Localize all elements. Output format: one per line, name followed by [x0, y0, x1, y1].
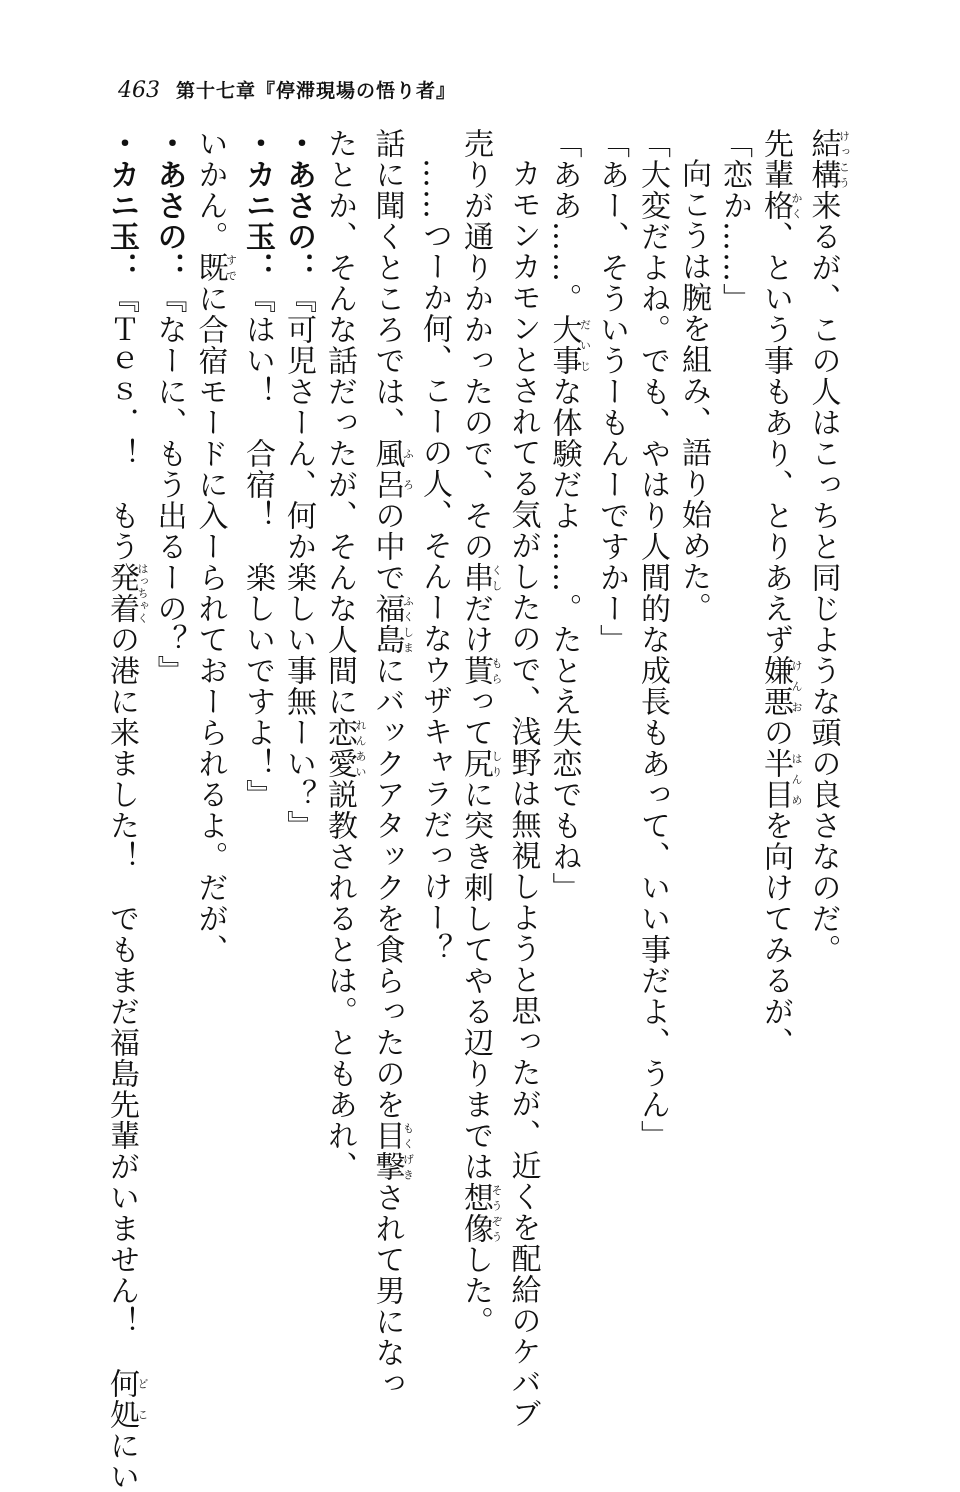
- text-segment: 、という事もあり、とりあえず: [758, 221, 793, 655]
- ruby-reading: だいじ: [578, 314, 592, 376]
- text-line: [190, 128, 238, 1288]
- text-segment: 話に聞くところでは、: [369, 128, 405, 438]
- text-segment: 『可児さーん、何か楽しい事無ーい？』: [281, 283, 316, 841]
- text-segment: の中で: [369, 500, 405, 593]
- ruby-reading: けんお: [790, 655, 803, 717]
- text-segment: を向けてみるが、: [758, 810, 793, 1058]
- text-segment: 向こうは腕を組み、語り始めた。: [676, 158, 711, 623]
- ruby-reading: はっちゃく: [136, 562, 149, 624]
- text-segment: 『はい！ 合宿！ 楽しいですよ！』: [240, 283, 275, 810]
- text-segment: な体験だよ……。たとえ失恋でもね」: [546, 376, 582, 903]
- ruby-annotated-word: [369, 438, 415, 500]
- text-line: [278, 128, 319, 1288]
- text-line: [632, 128, 673, 1288]
- ruby-reading: れんあい: [354, 717, 367, 779]
- ruby-base: 尻: [458, 748, 493, 779]
- ruby-annotated-word: [192, 252, 238, 283]
- text-segment: されて男になっ: [369, 1182, 405, 1399]
- ruby-reading: すで: [224, 252, 238, 283]
- ruby-annotated-word: [458, 1182, 503, 1244]
- ruby-annotated-word: [805, 159, 851, 190]
- ruby-base: 恋愛: [322, 717, 357, 779]
- text-line: [673, 128, 714, 1288]
- text-segment: 『Ｔｅｓ．！ もう: [104, 283, 139, 562]
- text-line: [414, 128, 455, 1288]
- text-segment: って: [458, 686, 493, 748]
- vertical-text-body: [104, 128, 851, 1492]
- ruby-reading: もくげき: [401, 1120, 415, 1182]
- text-line: [101, 128, 149, 1492]
- text-line: [591, 128, 632, 1288]
- text-line: [503, 128, 544, 1429]
- ruby-base: 大事: [546, 314, 582, 376]
- ruby-base: 想像: [458, 1182, 493, 1244]
- text-line: [755, 128, 803, 1288]
- text-line: [714, 128, 755, 1288]
- ruby-annotated-word: [758, 748, 803, 810]
- ruby-annotated-word: [104, 562, 149, 624]
- ruby-reading: どこ: [136, 1368, 149, 1430]
- ruby-base: 風呂: [369, 438, 405, 500]
- text-segment: の: [758, 717, 793, 748]
- ruby-annotated-word: [458, 562, 503, 593]
- ruby-reading: しり: [490, 748, 503, 779]
- text-segment: だけ: [458, 593, 493, 655]
- text-segment: 売りが通りかかったので、その: [458, 128, 493, 562]
- text-segment: 「大変だよね。でも、やはり人間的な成長もあって、いい事だよ、うん」: [635, 128, 670, 1151]
- text-segment: 『なーに、もう出るーの？』: [151, 283, 187, 686]
- ruby-base: 構: [805, 159, 841, 190]
- page-header: [118, 76, 456, 110]
- text-segment: 説教されるとは。ともあれ、: [322, 779, 357, 1182]
- ruby-reading: かく: [790, 190, 803, 221]
- ruby-base: 発着: [104, 562, 139, 624]
- chat-speaker-name: ・あさの：: [281, 128, 316, 283]
- text-line: [367, 128, 415, 1399]
- text-line: [319, 128, 367, 1288]
- ruby-reading: そうぞう: [490, 1182, 503, 1244]
- text-line: [237, 128, 278, 1288]
- chat-speaker-name: ・カニ玉：: [104, 128, 139, 283]
- ruby-annotated-word: [369, 1120, 415, 1182]
- ruby-base: 串: [458, 562, 493, 593]
- text-segment: 「あー、そういうーもんーですかー」: [594, 128, 629, 655]
- text-segment: ……つーか何、こーの人、そんーなウザキャラだっけー？: [417, 158, 452, 964]
- ruby-base: 格: [758, 190, 793, 221]
- ruby-annotated-word: [805, 128, 851, 159]
- ruby-reading: ふろ: [401, 438, 415, 500]
- text-segment: した。: [458, 1244, 493, 1337]
- text-segment: に突き刺してやる辺りまでは: [458, 779, 493, 1182]
- ruby-annotated-word: [458, 655, 503, 686]
- ruby-annotated-word: [104, 1368, 149, 1430]
- ruby-reading: こう: [837, 159, 851, 190]
- ruby-annotated-word: [369, 593, 415, 655]
- ruby-reading: はんめ: [790, 748, 803, 810]
- ruby-reading: くし: [490, 562, 503, 593]
- text-segment: に合宿モードに入ーられておーられるよ。だが、: [192, 283, 228, 965]
- ruby-base: 何処: [104, 1368, 139, 1430]
- text-segment: いかん。: [192, 128, 228, 252]
- ruby-base: 半目: [758, 748, 793, 810]
- text-line: [149, 128, 190, 1288]
- text-segment: 先輩: [758, 128, 793, 190]
- ruby-annotated-word: [758, 655, 803, 717]
- text-segment: 「恋か……」: [717, 128, 752, 314]
- text-line: [544, 128, 592, 1288]
- text-segment: にバックアタックを食らったのを: [369, 655, 405, 1120]
- ruby-annotated-word: [546, 314, 592, 376]
- text-segment: 「ああ……。: [546, 128, 582, 314]
- text-segment: の港に来ました！ でもまだ福島先輩がいません！: [104, 624, 139, 1368]
- text-line: [455, 128, 503, 1337]
- ruby-base: 嫌悪: [758, 655, 793, 717]
- ruby-reading: もら: [490, 655, 503, 686]
- text-line: [803, 128, 851, 1288]
- ruby-annotated-word: [322, 717, 367, 779]
- ruby-reading: けっ: [837, 128, 851, 159]
- chapter-title: 第十七章『停滞現場の悟り者』: [176, 80, 457, 102]
- text-segment: カモンカモンとされてる気がしたので、浅野は無視しようと思ったが、近くを配給のケバブ: [505, 158, 541, 1429]
- text-segment: たとか、そんな話だったが、そんな人間に: [322, 128, 357, 717]
- text-segment: 来るが、この人はこっちと同じような頭の良さなのだ。: [805, 190, 841, 965]
- ruby-base: 結: [805, 128, 841, 159]
- ruby-base: 目撃: [369, 1120, 405, 1182]
- ruby-annotated-word: [758, 190, 803, 221]
- text-segment: にい: [104, 1430, 139, 1492]
- ruby-base: 福島: [369, 593, 405, 655]
- chat-speaker-name: ・あさの：: [151, 128, 187, 283]
- chat-speaker-name: ・カニ玉：: [240, 128, 275, 283]
- ruby-base: 既: [192, 252, 228, 283]
- ruby-annotated-word: [458, 748, 503, 779]
- ruby-reading: ふくしま: [401, 593, 415, 655]
- ruby-base: 貰: [458, 655, 493, 686]
- page-number: 463: [118, 78, 160, 103]
